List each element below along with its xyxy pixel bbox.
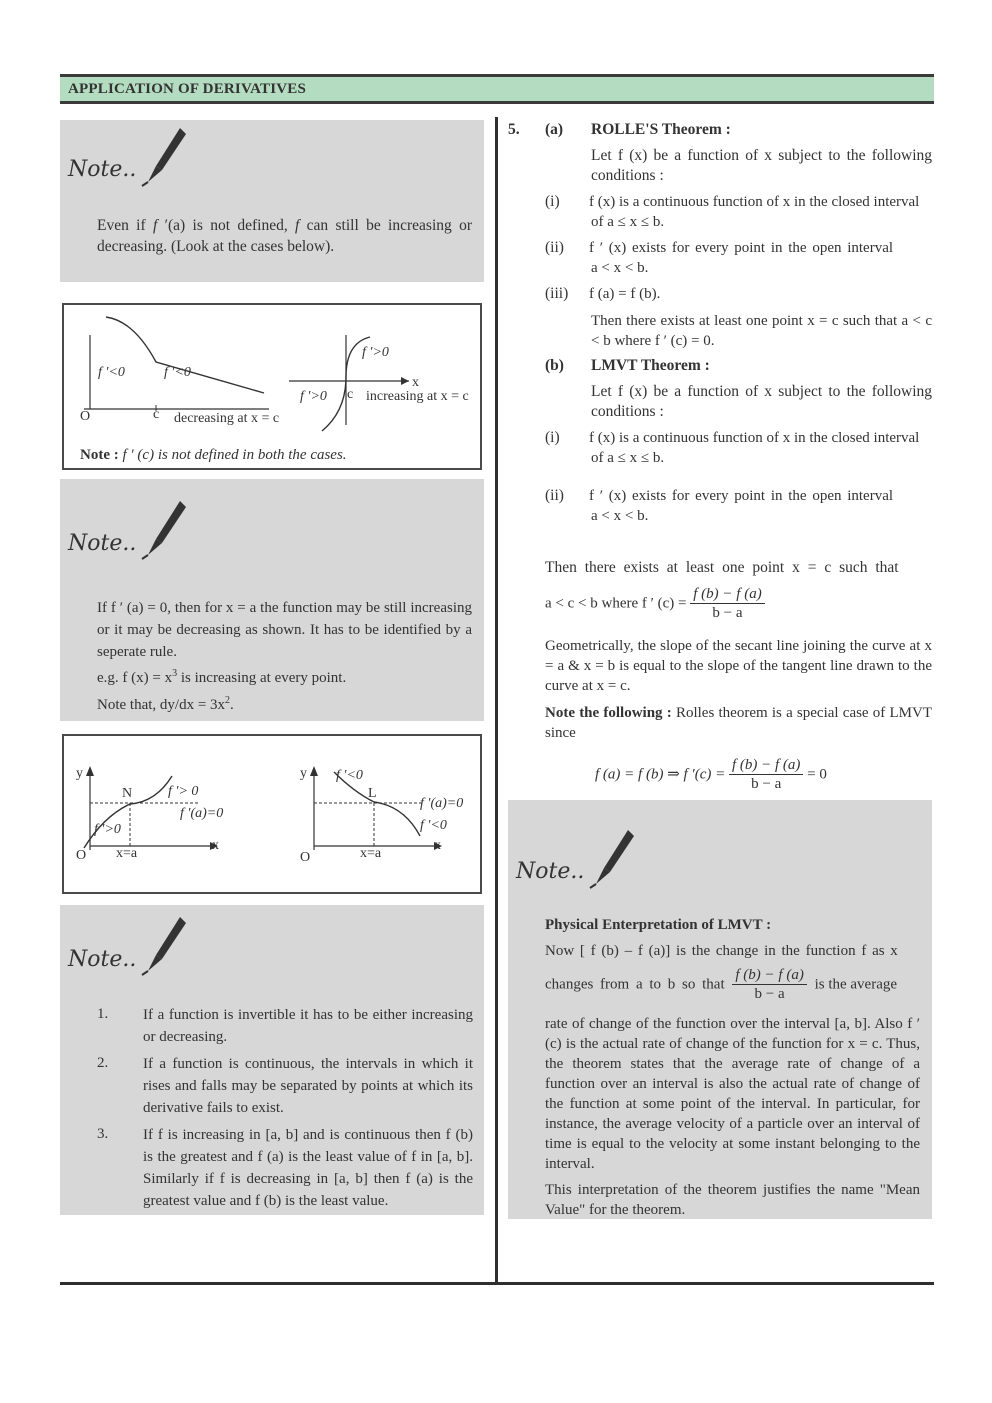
- geometric-meaning: Geometrically, the slope of the secant line joining the curve at x = a & x = b is equal to the slope of the tangent line drawn to the curve at x = c.: [545, 638, 932, 694]
- quill-pen-icon: [140, 499, 188, 561]
- note2-para-1: If f ′ (a) = 0, then for x = a the function may be still increasing or it may be decreasing as shown. It has to be identified by a seperate rule.: [97, 600, 472, 660]
- fig1-note: [80, 445, 347, 465]
- fig1-left-label-2: f ′<0: [164, 365, 191, 380]
- rolle-cond-line: a < x < b.: [591, 260, 649, 276]
- fig2-right-l: L: [368, 786, 377, 801]
- fig2-right-o: O: [300, 850, 311, 865]
- rolle-cond-line: of a ≤ x ≤ b.: [591, 214, 665, 230]
- note4-para-2-a: changes from a to b so that: [545, 976, 725, 993]
- note4-fraction: [732, 966, 806, 1003]
- column-divider: [495, 117, 498, 1284]
- note-box-2: [60, 479, 484, 721]
- lmvt-cond-line: f ′ (x) exists for every point in the open interval: [589, 488, 894, 504]
- fig2-left-fpos-bot: f ′>0: [94, 822, 121, 837]
- section-number: 5.: [508, 121, 520, 138]
- note3-item-2-text: If a function is continuous, the intervals in which it rises and falls may be separated by points at which its derivative fails to exist.: [143, 1056, 473, 1116]
- note2-seg: is increasing at every point.: [177, 670, 347, 686]
- note4-para-3: rate of change of the function over the interval [a, b]. Also f ′ (c) is the actual rate of change of the function for x = c. Thus, the theorem states that the average rate of change of a function over an interval is also the actual rate of change of the function at some point of the interval. In particular, for instance, the average velocity of a particle over an interval of time is equal to the velocity at some instant belonging to the interval.: [545, 1016, 920, 1172]
- lmvt-cond-line: a < x < b.: [591, 508, 649, 524]
- equation-right: = 0: [807, 766, 827, 783]
- note2-seg: Note that, dy/dx = 3x: [97, 697, 226, 713]
- note1-seg: f: [295, 217, 300, 234]
- note-logo: [68, 157, 137, 182]
- fig2-left-fzero: f ′(a)=0: [180, 806, 224, 821]
- note2-seg: e.g. f (x) = x: [97, 670, 173, 686]
- lmvt-title: LMVT Theorem :: [591, 357, 710, 374]
- fig1-left-origin: O: [80, 409, 91, 424]
- lmvt-cond-num: (i): [545, 429, 560, 446]
- fig1-right-x: x: [412, 375, 419, 390]
- fig1-right-label-2: f ′>0: [300, 389, 327, 404]
- rolle-lmvt-equation: [595, 756, 827, 793]
- note-label: Note..: [516, 859, 585, 884]
- note4-title: Physical Enterpretation of LMVT :: [545, 917, 772, 933]
- chapter-title: APPLICATION OF DERIVATIVES: [68, 81, 307, 97]
- fig1-right-caption: increasing at x = c: [366, 389, 469, 404]
- fraction-denominator: b − a: [751, 776, 782, 792]
- fig2-left-xa: x=a: [116, 846, 138, 861]
- fig2-left-y: y: [76, 766, 83, 781]
- lmvt-label: (b): [545, 357, 564, 374]
- lmvt-then-expr-text: a < c < b where f ′ (c) =: [545, 595, 687, 612]
- note4-para-2: [545, 966, 920, 1003]
- quill-pen-icon: [588, 828, 636, 890]
- note2-para-2: [97, 668, 472, 688]
- note-logo: [68, 947, 137, 972]
- note1-seg: f: [152, 217, 158, 234]
- note1-text: [97, 215, 472, 257]
- fig2-left-n: N: [122, 786, 133, 801]
- note3-item-2-num: 2.: [97, 1055, 109, 1071]
- lmvt-cond-line: of a ≤ x ≤ b.: [591, 450, 665, 466]
- rolle-label: (a): [545, 121, 564, 138]
- note-following-text: Rolles theorem is a special case of LMVT since: [545, 705, 932, 741]
- note4-para-4: This interpretation of the theorem justifies the name "Mean Value" for the theorem.: [545, 1182, 920, 1218]
- note3-item-3-text: If f is increasing in [a, b] and is continuous then f (b) is the greatest and f (a) is the least value of f in [a, b]. Similarly if f is decreasing in [a, b] then f (a) is the greatest value and f (b) is the least value.: [143, 1127, 473, 1209]
- fig2-right-xa: x=a: [360, 846, 382, 861]
- rolle-cond-num: (iii): [545, 285, 569, 302]
- note2-seg: .: [230, 697, 234, 713]
- quill-pen-icon: [140, 915, 188, 977]
- lmvt-intro: Let f (x) be a function of x subject to the following conditions :: [591, 383, 932, 420]
- note1-seg: can still be increasing or decreasing. (Look at the cases below).: [97, 217, 472, 255]
- note-following: [545, 703, 932, 743]
- fig2-left-x: x: [212, 838, 219, 853]
- fig1-left-c: c: [153, 407, 160, 422]
- fig2-right-fneg-bot: f ′<0: [420, 818, 447, 833]
- figure-box-2: [62, 734, 482, 894]
- chapter-header-bar: [60, 77, 934, 101]
- note-label: Note..: [68, 157, 137, 182]
- note3-item-3-num: 3.: [97, 1126, 109, 1142]
- header-rule-bottom: [60, 101, 934, 104]
- note1-seg: Even if: [97, 217, 153, 234]
- fig1-left-caption: decreasing at x = c: [174, 411, 280, 426]
- fig2-left-o: O: [76, 848, 87, 863]
- note4-para-1: Now [ f (b) – f (a)] is the change in the function f as x: [545, 943, 898, 959]
- fraction-numerator: f (b) − f (a): [729, 756, 803, 775]
- fig2-right-fneg-top: f ′<0: [336, 768, 363, 783]
- fig1-right-c: c: [347, 387, 354, 402]
- fig2-left-fpos-top: f ′> 0: [168, 784, 199, 799]
- quill-pen-icon: [140, 126, 188, 188]
- note2-sup: 3: [172, 668, 178, 679]
- fig2-right-x: x: [434, 838, 441, 853]
- rolle-cond-num: (i): [545, 193, 560, 210]
- fraction-numerator: f (b) − f (a): [732, 966, 806, 985]
- lmvt-then-expr: [545, 585, 765, 622]
- fig1-note-prefix: Note :: [80, 447, 119, 463]
- note3-item-1-num: 1.: [97, 1006, 109, 1022]
- rolle-cond-num: (ii): [545, 239, 564, 256]
- rolle-cond-line: f (a) = f (b).: [589, 286, 661, 302]
- fraction-numerator: f (b) − f (a): [690, 585, 764, 604]
- fig2-right-y: y: [300, 766, 307, 781]
- rolle-title: ROLLE'S Theorem :: [591, 121, 731, 138]
- footer-rule: [60, 1282, 934, 1285]
- fig1-note-text: f ′ (c) is not defined in both the cases.: [118, 447, 347, 463]
- note-following-label: Note the following :: [545, 705, 672, 721]
- lmvt-then-line: Then there exists at least one point x = c such that: [545, 559, 899, 576]
- note4-para-2-b: is the average: [814, 976, 898, 993]
- note-logo: [516, 859, 585, 884]
- note-box-3: [60, 905, 484, 1215]
- equation-left: f (a) = f (b) ⇒ f ′(c) =: [595, 766, 726, 783]
- equation-fraction: [729, 756, 803, 793]
- fraction-denominator: b − a: [712, 605, 743, 621]
- lmvt-cond-num: (ii): [545, 487, 564, 504]
- rolle-intro: Let f (x) be a function of x subject to the following conditions :: [591, 147, 932, 184]
- note-logo: [68, 531, 137, 556]
- rolle-cond-line: f (x) is a continuous function of x in the closed interval: [589, 194, 920, 210]
- note-label: Note..: [68, 947, 137, 972]
- note2-para-3: [97, 695, 472, 715]
- note3-item-1-text: If a function is invertible it has to be either increasing or decreasing.: [143, 1007, 473, 1045]
- fig2-right-fzero: f ′(a)=0: [420, 796, 464, 811]
- lmvt-cond-line: f (x) is a continuous function of x in the closed interval: [589, 430, 920, 446]
- note-box-4: [508, 800, 932, 1219]
- rolle-conclusion: Then there exists at least one point x = c such that a < c < b where f ′ (c) = 0.: [591, 313, 932, 349]
- note-box-1: [60, 120, 484, 282]
- rolle-cond-line: f ′ (x) exists for every point in the open interval: [589, 240, 894, 256]
- fig1-right-label-1: f ′>0: [362, 345, 389, 360]
- note-label: Note..: [68, 531, 137, 556]
- figure-2-graphs: [64, 736, 480, 892]
- note1-seg: ′(a) is not defined,: [157, 217, 296, 234]
- lmvt-fraction: [690, 585, 764, 622]
- note2-sup: 2: [225, 695, 231, 706]
- fig1-left-label-1: f ′<0: [98, 365, 125, 380]
- fraction-denominator: b − a: [754, 986, 785, 1002]
- figure-box-1: [62, 303, 482, 470]
